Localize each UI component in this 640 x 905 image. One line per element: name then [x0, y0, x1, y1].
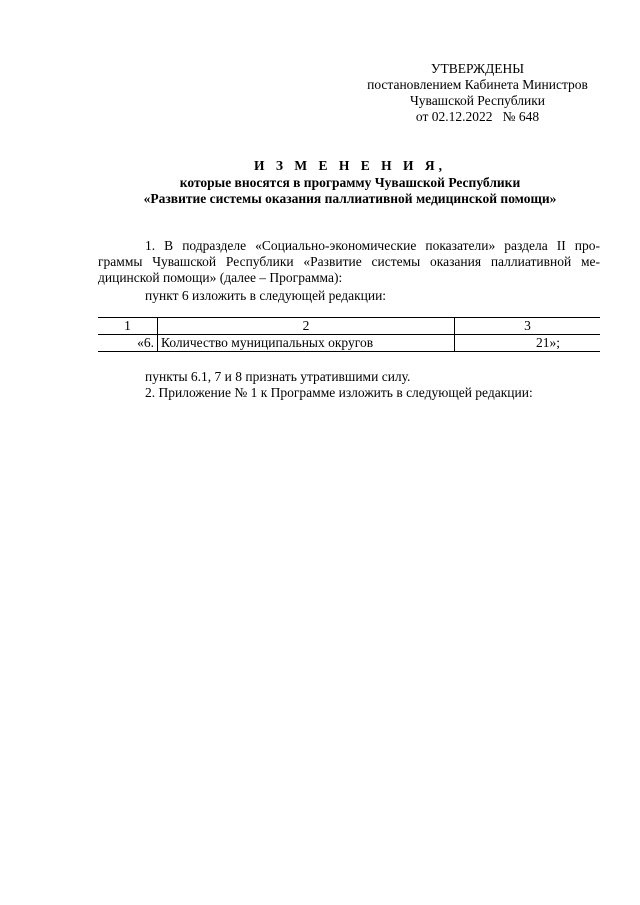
title-heading: И З М Е Н Е Н И Я,	[253, 158, 446, 173]
table-header-cell: 1	[98, 318, 158, 335]
approval-line-date: от 02.12.2022 № 648	[415, 109, 540, 124]
paragraph-1-line-1: 1. В подразделе «Социально-экономические показатели» раздела II про-	[145, 238, 600, 253]
approval-stamp	[360, 61, 595, 125]
points-invalid-instruction: пункты 6.1, 7 и 8 признать утратившими силу.	[145, 369, 411, 384]
approval-line-cabinet: постановлением Кабинета Министров	[367, 77, 588, 92]
paragraph-1	[98, 238, 600, 286]
table-cell-number: «6.	[98, 335, 158, 352]
table-header-cell: 2	[158, 318, 455, 335]
paragraph-1-line-2: граммы Чувашской Республики «Развитие системы оказания паллиативной ме-	[98, 254, 600, 269]
document-title	[60, 158, 640, 207]
point-6-instruction: пункт 6 изложить в следующей редакции:	[145, 288, 387, 303]
paragraph-1-line-3: дицинской помощи» (далее – Программа):	[98, 270, 343, 285]
table-row	[98, 335, 600, 352]
changes-table	[98, 317, 600, 352]
table-cell-value: 21»;	[455, 335, 601, 352]
table-cell-indicator: Количество муниципальных округов	[158, 335, 455, 352]
title-subtitle: которые вносятся в программу Чувашской Республики	[179, 175, 521, 190]
title-program-name: «Развитие системы оказания паллиативной медицинской помощи»	[143, 191, 557, 206]
table-header-cell: 3	[455, 318, 601, 335]
table-header-row	[98, 318, 600, 335]
approval-line-republic: Чувашской Республики	[409, 93, 546, 108]
approval-title: УТВЕРЖДЕНЫ	[430, 61, 525, 76]
appendix-instruction: 2. Приложение № 1 к Программе изложить в следующей редакции:	[145, 385, 533, 400]
